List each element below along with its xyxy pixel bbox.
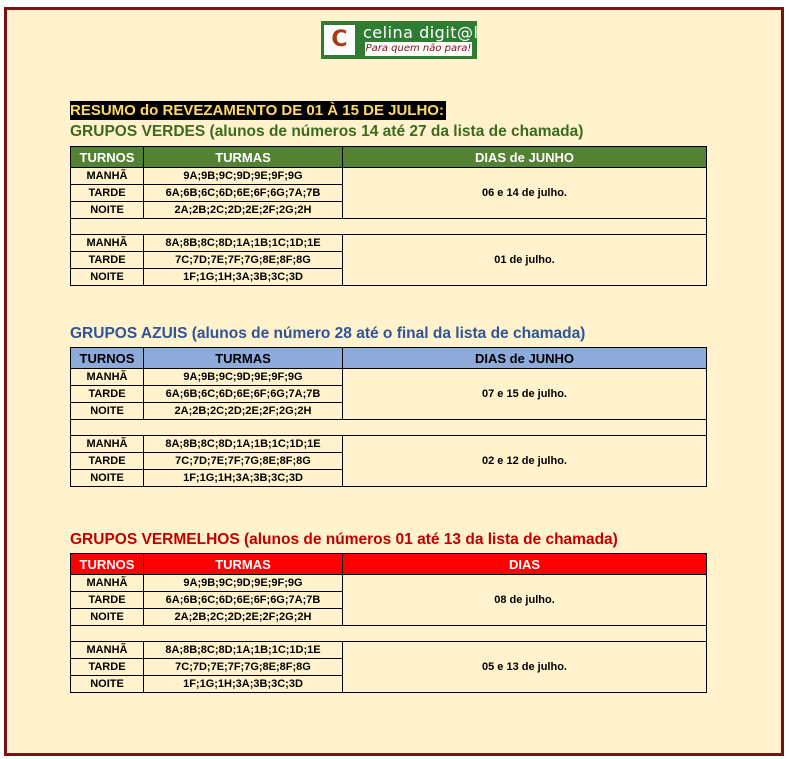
group-heading-azuis: GRUPOS AZUIS (alunos de número 28 até o final da lista de chamada) [70, 325, 586, 342]
turmas-cell: 1F;1G;1H;3A;3B;3C;3D [144, 470, 343, 487]
turmas-cell: 8A;8B;8C;8D;1A;1B;1C;1D;1E [144, 642, 343, 659]
group-heading-verdes: GRUPOS VERDES (alunos de números 14 até 27 da lista de chamada) [70, 123, 584, 140]
logo [321, 21, 477, 59]
turmas-cell: 1F;1G;1H;3A;3B;3C;3D [144, 269, 343, 286]
table-row [71, 369, 707, 386]
turno-cell: NOITE [71, 403, 144, 420]
header-turnos: TURNOS [71, 554, 144, 575]
turno-cell: MANHÃ [71, 436, 144, 453]
dias-cell: 08 de julho. [343, 575, 707, 626]
turmas-cell: 2A;2B;2C;2D;2E;2F;2G;2H [144, 403, 343, 420]
turno-cell: TARDE [71, 659, 144, 676]
dias-cell: 05 e 13 de julho. [343, 642, 707, 693]
turno-cell: MANHÃ [71, 168, 144, 185]
turmas-cell: 2A;2B;2C;2D;2E;2F;2G;2H [144, 609, 343, 626]
turno-cell: MANHÃ [71, 575, 144, 592]
header-turmas: TURMAS [144, 147, 343, 168]
group-heading-vermelhos: GRUPOS VERMELHOS (alunos de números 01 até 13 da lista de chamada) [70, 531, 618, 548]
dias-cell: 02 e 12 de julho. [343, 436, 707, 487]
turmas-cell: 6A;6B;6C;6D;6E;6F;6G;7A;7B [144, 386, 343, 403]
table-row [71, 436, 707, 453]
turmas-cell: 7C;7D;7E;7F;7G;8E;8F;8G [144, 659, 343, 676]
spacer-row [71, 420, 707, 436]
turmas-cell: 6A;6B;6C;6D;6E;6F;6G;7A;7B [144, 592, 343, 609]
header-turmas: TURMAS [144, 554, 343, 575]
turmas-cell: 8A;8B;8C;8D;1A;1B;1C;1D;1E [144, 436, 343, 453]
page-title: RESUMO do REVEZAMENTO DE 01 À 15 DE JULHO: [70, 102, 444, 119]
turmas-cell: 1F;1G;1H;3A;3B;3C;3D [144, 676, 343, 693]
spacer-cell [71, 626, 707, 642]
table-row [71, 575, 707, 592]
turno-cell: NOITE [71, 202, 144, 219]
turno-cell: TARDE [71, 386, 144, 403]
turno-cell: NOITE [71, 269, 144, 286]
spacer-cell [71, 219, 707, 235]
table-header-row [71, 348, 707, 369]
turmas-cell: 2A;2B;2C;2D;2E;2F;2G;2H [144, 202, 343, 219]
table-header-row [71, 554, 707, 575]
turno-cell: TARDE [71, 185, 144, 202]
header-turnos: TURNOS [71, 147, 144, 168]
turmas-cell: 9A;9B;9C;9D;9E;9F;9G [144, 575, 343, 592]
group-table-azuis [70, 347, 707, 487]
spacer-row [71, 626, 707, 642]
logo-tagline: Para quem não para! [365, 43, 472, 54]
dias-cell: 01 de julho. [343, 235, 707, 286]
table-row [71, 642, 707, 659]
dias-cell: 06 e 14 de julho. [343, 168, 707, 219]
group-table-verdes [70, 146, 707, 286]
turno-cell: NOITE [71, 609, 144, 626]
header-dias: DIAS de JUNHO [343, 348, 707, 369]
dias-cell: 07 e 15 de julho. [343, 369, 707, 420]
turmas-cell: 7C;7D;7E;7F;7G;8E;8F;8G [144, 453, 343, 470]
header-dias: DIAS de JUNHO [343, 147, 707, 168]
turmas-cell: 9A;9B;9C;9D;9E;9F;9G [144, 369, 343, 386]
turno-cell: MANHÃ [71, 642, 144, 659]
table-row [71, 235, 707, 252]
turno-cell: NOITE [71, 470, 144, 487]
spacer-cell [71, 420, 707, 436]
turno-cell: NOITE [71, 676, 144, 693]
turno-cell: TARDE [71, 592, 144, 609]
table-row [71, 168, 707, 185]
logo-name: celina digit@l [363, 23, 479, 42]
header-turmas: TURMAS [144, 348, 343, 369]
spacer-row [71, 219, 707, 235]
turno-cell: TARDE [71, 252, 144, 269]
turno-cell: TARDE [71, 453, 144, 470]
logo-c-icon: C [324, 25, 355, 55]
header-turnos: TURNOS [71, 348, 144, 369]
table-header-row [71, 147, 707, 168]
turmas-cell: 7C;7D;7E;7F;7G;8E;8F;8G [144, 252, 343, 269]
group-table-vermelhos [70, 553, 707, 693]
turno-cell: MANHÃ [71, 369, 144, 386]
turmas-cell: 8A;8B;8C;8D;1A;1B;1C;1D;1E [144, 235, 343, 252]
turmas-cell: 6A;6B;6C;6D;6E;6F;6G;7A;7B [144, 185, 343, 202]
header-dias: DIAS [343, 554, 707, 575]
turno-cell: MANHÃ [71, 235, 144, 252]
turmas-cell: 9A;9B;9C;9D;9E;9F;9G [144, 168, 343, 185]
